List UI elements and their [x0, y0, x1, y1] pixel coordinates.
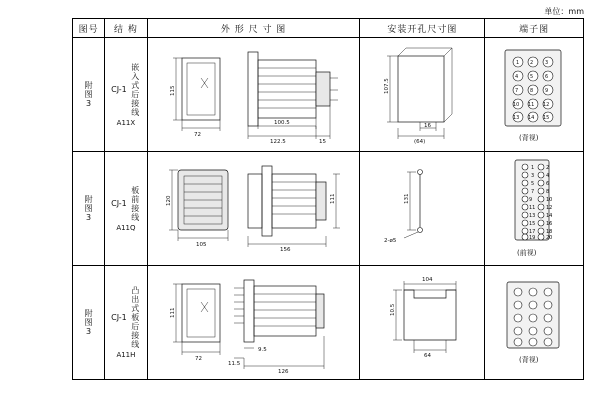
svg-text:9: 9: [529, 197, 533, 203]
row2-terminal-drawing: [485, 152, 581, 265]
svg-text:16: 16: [546, 221, 553, 227]
row3-terminal-drawing: [485, 266, 581, 379]
row1-terminal-cell: [485, 38, 584, 152]
svg-text:5: 5: [531, 181, 535, 187]
row3-dim-9-5: 9.5: [257, 347, 267, 353]
svg-text:3: 3: [531, 173, 535, 179]
row2-code: A11Q: [116, 223, 136, 232]
row2-mount-hole-note: 2-ø5: [384, 238, 397, 244]
row2-outline-drawing: [148, 152, 358, 265]
row2-dim-111: 111: [329, 193, 336, 204]
row2-dim-105: 105: [195, 242, 207, 248]
svg-text:1: 1: [531, 165, 535, 171]
svg-text:3: 3: [545, 60, 549, 66]
row1-dim-100-5: 100.5: [273, 120, 290, 126]
row2-mounting-drawing: [360, 152, 482, 265]
row1-dim-15: 15: [318, 139, 326, 145]
col-header-outline: 外 形 尺 寸 图: [147, 19, 360, 38]
row1-mounting-cell: [360, 38, 485, 152]
row2-terminal-caption: (前视): [517, 249, 537, 257]
row1-no-cell: [73, 38, 105, 152]
svg-text:7: 7: [515, 88, 519, 94]
row3-code: A11H: [116, 351, 136, 359]
svg-text:6: 6: [546, 181, 550, 187]
row3-dim-111: 111: [169, 307, 176, 318]
table-header-row: [73, 19, 584, 38]
row1-dim-122-5: 122.5: [269, 139, 286, 145]
row2-mount-dim-131: 131: [404, 193, 411, 204]
row1-mount-dim-107-5: 107.5: [384, 78, 391, 94]
row2-mounting-cell: [360, 152, 485, 266]
svg-text:4: 4: [515, 74, 519, 80]
row3-mount-dim-104: 104: [422, 277, 433, 283]
row2-dim-120: 120: [165, 195, 172, 206]
svg-text:19: 19: [529, 235, 536, 241]
svg-text:12: 12: [543, 102, 550, 108]
row2-no-cell: [73, 152, 105, 266]
row1-figure-no: 附图3: [84, 80, 94, 109]
svg-text:11: 11: [529, 205, 536, 211]
unit-note: 单位：mm: [544, 7, 584, 16]
svg-text:6: 6: [545, 74, 549, 80]
svg-text:13: 13: [529, 213, 536, 219]
row1-structure: 嵌入式后接线: [130, 62, 140, 117]
table-row: [73, 38, 584, 152]
row2-structure: 板前接线: [130, 185, 140, 222]
row3-structure-cell: [105, 266, 148, 380]
row2-model: CJ-1: [111, 199, 127, 208]
svg-text:8: 8: [530, 88, 534, 94]
row1-mounting-drawing: [360, 38, 482, 151]
row1-mount-dim-64: (64): [414, 139, 426, 145]
svg-text:8: 8: [546, 189, 550, 195]
row1-mount-dim-16: 16: [424, 123, 432, 129]
row3-terminal-cell: [485, 266, 584, 380]
svg-text:18: 18: [546, 229, 553, 235]
row3-structure: 凸出式板后接线: [130, 286, 140, 349]
row1-outline-drawing: [148, 38, 358, 151]
table-row: [73, 152, 584, 266]
row3-model: CJ-1: [111, 313, 127, 322]
col-header-no: 图号: [73, 19, 105, 38]
row1-dim-72: 72: [193, 132, 201, 138]
svg-text:15: 15: [529, 221, 536, 227]
svg-text:2: 2: [546, 165, 550, 171]
row3-mount-dim-10-5: 10.5: [390, 303, 397, 316]
col-header-terminal: 端子图: [485, 19, 584, 38]
row1-dim-115: 115: [169, 85, 176, 96]
row3-dim-126: 126: [277, 369, 289, 375]
svg-text:9: 9: [545, 88, 549, 94]
spec-table: [72, 18, 584, 380]
row3-mounting-cell: [360, 266, 485, 380]
row1-structure-cell: [105, 38, 148, 152]
row2-terminal-cell: [485, 152, 584, 266]
row2-structure-cell: [105, 152, 148, 266]
svg-text:5: 5: [530, 74, 534, 80]
row3-figure-no: 附图3: [84, 308, 94, 337]
row3-dim-11-5: 11.5: [227, 361, 240, 367]
svg-text:4: 4: [546, 173, 550, 179]
svg-text:11: 11: [528, 102, 535, 108]
col-header-mounting: 安装开孔尺寸图: [360, 19, 485, 38]
row3-mounting-drawing: [360, 266, 482, 379]
svg-text:10: 10: [546, 197, 553, 203]
svg-text:20: 20: [546, 235, 553, 241]
col-header-structure: 结 构: [105, 19, 148, 38]
svg-text:2: 2: [530, 60, 534, 66]
row3-terminal-caption: (背视): [519, 356, 539, 364]
row2-figure-no: 附图3: [84, 194, 94, 223]
svg-text:15: 15: [543, 115, 550, 121]
svg-text:10: 10: [513, 102, 520, 108]
row1-code: A11X: [116, 118, 136, 127]
row1-outline-cell: [147, 38, 360, 152]
row1-terminal-drawing: [485, 38, 581, 151]
svg-text:13: 13: [513, 115, 520, 121]
row2-outline-cell: [147, 152, 360, 266]
row3-mount-dim-64: 64: [424, 353, 432, 359]
row3-no-cell: [73, 266, 105, 380]
row3-outline-cell: [147, 266, 360, 380]
svg-text:1: 1: [516, 60, 520, 66]
table-row: [73, 266, 584, 380]
svg-text:14: 14: [528, 115, 535, 121]
svg-text:12: 12: [546, 205, 553, 211]
row2-dim-156: 156: [279, 247, 291, 253]
row1-terminal-caption: (背视): [519, 134, 539, 142]
row1-model: CJ-1: [111, 85, 127, 94]
row3-dim-72: 72: [194, 356, 202, 362]
svg-text:14: 14: [546, 213, 553, 219]
row3-outline-drawing: [148, 266, 358, 379]
svg-text:17: 17: [529, 229, 536, 235]
svg-text:7: 7: [531, 189, 535, 195]
